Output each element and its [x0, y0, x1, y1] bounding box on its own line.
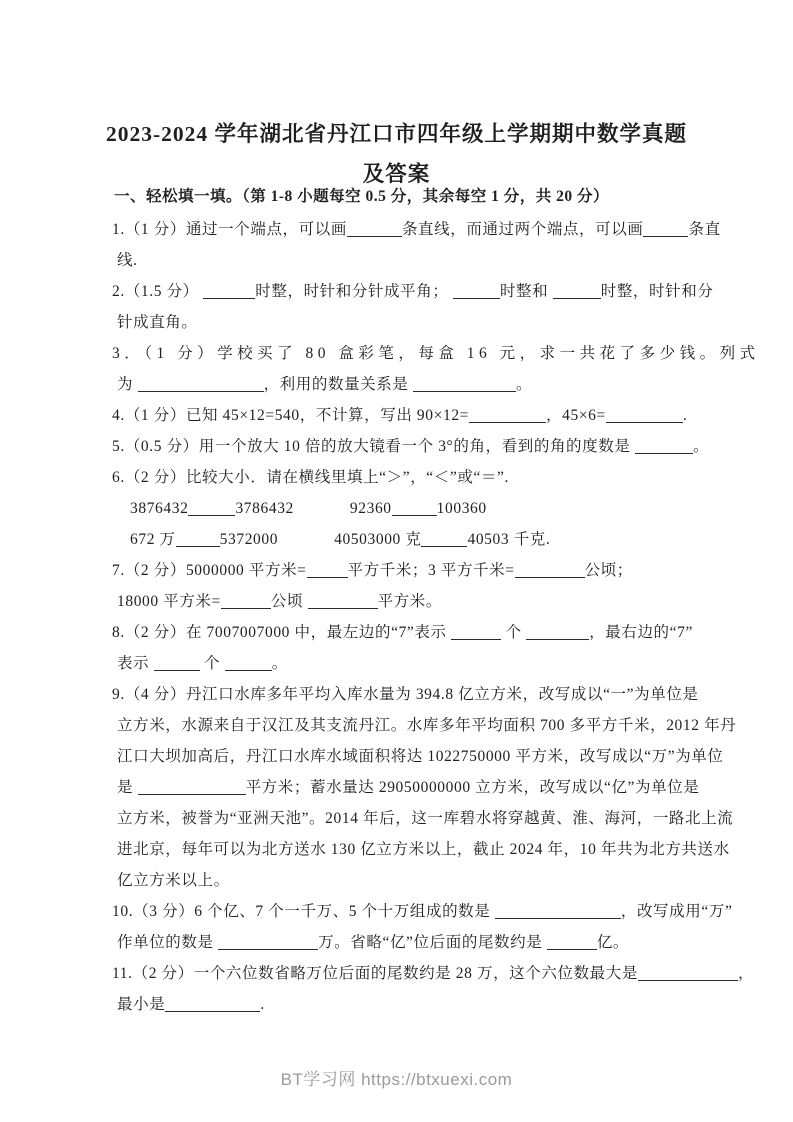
- question-4-text: ，45×6=: [546, 407, 606, 424]
- page-title: [0, 114, 793, 194]
- question-6-text: 40503 千克.: [467, 531, 551, 548]
- answer-blank[interactable]: [154, 652, 200, 671]
- question-6-line: [112, 524, 717, 555]
- answer-blank[interactable]: [176, 528, 220, 547]
- question-10-line: [112, 896, 733, 927]
- answer-blank[interactable]: [453, 280, 500, 299]
- answer-blank[interactable]: [451, 621, 501, 640]
- question-3-text: 为: [117, 376, 138, 393]
- question-1-line: [112, 245, 717, 276]
- question-9-line: [112, 834, 730, 865]
- question-1-text: 条直线，而通过两个端点，可以画: [401, 221, 644, 238]
- footer-watermark-text: BT学习网 https://btxuexi.com: [280, 1070, 513, 1089]
- question-7-text: 公顷: [270, 593, 308, 610]
- question-3-text: ，利用的数量关系是: [263, 376, 413, 393]
- question-7-text: 平方千米；3 平方千米=: [347, 562, 515, 579]
- column-gap: [294, 512, 350, 513]
- answer-blank[interactable]: [221, 590, 271, 609]
- question-9-text: 进北京，每年可以为北方送水 130 亿立方米以上，截止 2024 年，10 年共为北方共送水: [117, 841, 730, 858]
- question-9-line: [112, 865, 717, 896]
- question-9-text: 9.（4 分）丹江口水库多年平均入库水量为 394.8 亿立方米，改写成以“一”为单位是: [112, 686, 699, 703]
- answer-blank[interactable]: [165, 993, 260, 1012]
- answer-blank[interactable]: [515, 559, 585, 578]
- answer-blank[interactable]: [638, 962, 738, 981]
- question-5-line: [112, 431, 717, 462]
- question-6-text: 3786432: [235, 500, 294, 517]
- question-11-line: [112, 989, 717, 1020]
- question-3-text: 3．（1 分）学校买了 80 盒彩笔，每盒 16 元，求一共花了多少钱。列式: [112, 345, 760, 362]
- question-2-line: [112, 307, 717, 338]
- question-8-text: 表示: [117, 655, 154, 672]
- question-6-text: 40503000 克: [334, 531, 422, 548]
- question-2-text: 时整，时针和分针成平角；: [255, 283, 453, 300]
- question-7-text: 7.（2 分）5000000 平方米=: [112, 562, 307, 579]
- question-11-line: [112, 958, 755, 989]
- answer-blank[interactable]: [138, 373, 264, 392]
- question-1-text: 条直: [688, 221, 721, 238]
- page-title-line1: 2023-2024 学年湖北省丹江口市四年级上学期期中数学真题: [105, 122, 688, 147]
- question-9-line: [112, 803, 734, 834]
- question-11-text: 最小是: [117, 996, 166, 1013]
- answer-blank[interactable]: [635, 435, 693, 454]
- question-4-line: [112, 400, 717, 431]
- question-9-line: [112, 679, 717, 710]
- question-6-text: 6.（2 分）比较大小．请在横线里填上“＞”，“＜”或“＝”.: [112, 469, 510, 486]
- question-10-text: ，改写成用“万”: [620, 903, 733, 920]
- question-9-text: 平方米；蓄水量达 29050000000 立方米，改写成以“亿”为单位是: [245, 779, 700, 796]
- answer-blank[interactable]: [225, 652, 272, 671]
- answer-blank[interactable]: [553, 280, 601, 299]
- section-heading: 一、轻松填一填。（第 1-8 小题每空 0.5 分，其余每空 1 分，共 20 分）: [114, 188, 610, 205]
- question-6-text: 3876432: [130, 500, 189, 517]
- question-11-text: .: [260, 996, 265, 1013]
- question-3-line: [112, 338, 760, 369]
- answer-blank[interactable]: [469, 404, 546, 423]
- answer-blank[interactable]: [138, 776, 246, 795]
- question-6-text: 100360: [436, 500, 487, 517]
- question-9-line: [112, 741, 724, 772]
- answer-blank[interactable]: [547, 931, 597, 950]
- question-6-line: [112, 462, 717, 493]
- question-9-line: [112, 772, 717, 803]
- footer-watermark: [0, 1064, 793, 1095]
- question-8-text: 。: [271, 655, 288, 672]
- question-5-text: 5.（0.5 分）用一个放大 10 倍的放大镜看一个 3°的角，看到的角的度数是: [112, 438, 635, 455]
- question-8-text: 个: [199, 655, 225, 672]
- answer-blank[interactable]: [188, 497, 235, 516]
- question-9-line: [112, 710, 737, 741]
- question-9-text: 立方米，水源来自于汉江及其支流丹江。水库多年平均面积 700 多平方千米，2012 年丹: [117, 717, 737, 734]
- answer-blank[interactable]: [495, 900, 621, 919]
- question-10-text: 万。省略“亿”位后面的尾数约是: [318, 934, 547, 951]
- question-5-text: 。: [692, 438, 710, 455]
- question-1-text: 1.（1 分）通过一个端点，可以画: [112, 221, 347, 238]
- question-11-text: ，: [737, 965, 755, 982]
- answer-blank[interactable]: [218, 931, 318, 950]
- question-6-text: 672 万: [130, 531, 176, 548]
- question-9-text: 江口大坝加高后，丹江口水库水域面积将达 1022750000 平方米，改写成以“万”为单位: [117, 748, 724, 765]
- question-2-text: 2.（1.5 分）: [112, 283, 204, 300]
- question-10-text: 10.（3 分）6 个亿、7 个一千万、5 个十万组成的数是: [112, 903, 495, 920]
- question-7-text: 平方米。: [377, 593, 442, 610]
- question-8-line: [112, 648, 717, 679]
- question-1-text: 线.: [117, 252, 138, 269]
- answer-blank[interactable]: [421, 528, 467, 547]
- answer-blank[interactable]: [643, 218, 688, 237]
- question-11-text: 11.（2 分）一个六位数省略万位后面的尾数约是 28 万，这个六位数最大是: [112, 965, 638, 982]
- question-8-text: ，最右边的“7”: [589, 624, 693, 641]
- answer-blank[interactable]: [203, 280, 255, 299]
- question-9-text: 亿立方米以上。: [117, 872, 230, 889]
- answer-blank[interactable]: [606, 404, 683, 423]
- questions-list: [112, 214, 760, 1020]
- question-9-text: 是: [117, 779, 138, 796]
- page-title-line2: 及答案: [362, 162, 431, 187]
- question-8-text: 个: [501, 624, 527, 641]
- answer-blank[interactable]: [526, 621, 589, 640]
- question-8-text: 8.（2 分）在 7007007000 中，最左边的“7”表示: [112, 624, 452, 641]
- question-4-text: 4.（1 分）已知 45×12=540，不计算，写出 90×12=: [112, 407, 470, 424]
- question-6-text: 92360: [349, 500, 392, 517]
- question-7-line: [112, 555, 717, 586]
- question-2-text: 针成直角。: [117, 314, 198, 331]
- question-2-text: 时整，时针和分: [600, 283, 714, 300]
- answer-blank[interactable]: [392, 497, 437, 516]
- answer-blank[interactable]: [307, 559, 348, 578]
- question-7-text: 公顷；: [584, 562, 633, 579]
- question-8-line: [112, 617, 717, 648]
- question-10-line: [112, 927, 717, 958]
- question-6-line: [112, 493, 717, 524]
- question-7-line: [112, 586, 717, 617]
- question-2-text: 时整和: [499, 283, 553, 300]
- question-10-text: 作单位的数是: [117, 934, 219, 951]
- question-3-text: 。: [515, 376, 533, 393]
- question-9-text: 立方米，被誉为“亚洲天池”。2014 年后，这一库碧水将穿越黄、淮、海河，一路北上流: [117, 810, 734, 827]
- answer-blank[interactable]: [413, 373, 516, 392]
- column-gap: [278, 543, 334, 544]
- question-2-line: [112, 276, 717, 307]
- question-3-line: [112, 369, 717, 400]
- question-1-line: [112, 214, 721, 245]
- answer-blank[interactable]: [347, 218, 402, 237]
- question-4-text: .: [682, 407, 688, 424]
- question-10-text: 亿。: [596, 934, 630, 951]
- question-6-text: 5372000: [219, 531, 279, 548]
- question-7-text: 18000 平方米=: [117, 593, 221, 610]
- answer-blank[interactable]: [308, 590, 378, 609]
